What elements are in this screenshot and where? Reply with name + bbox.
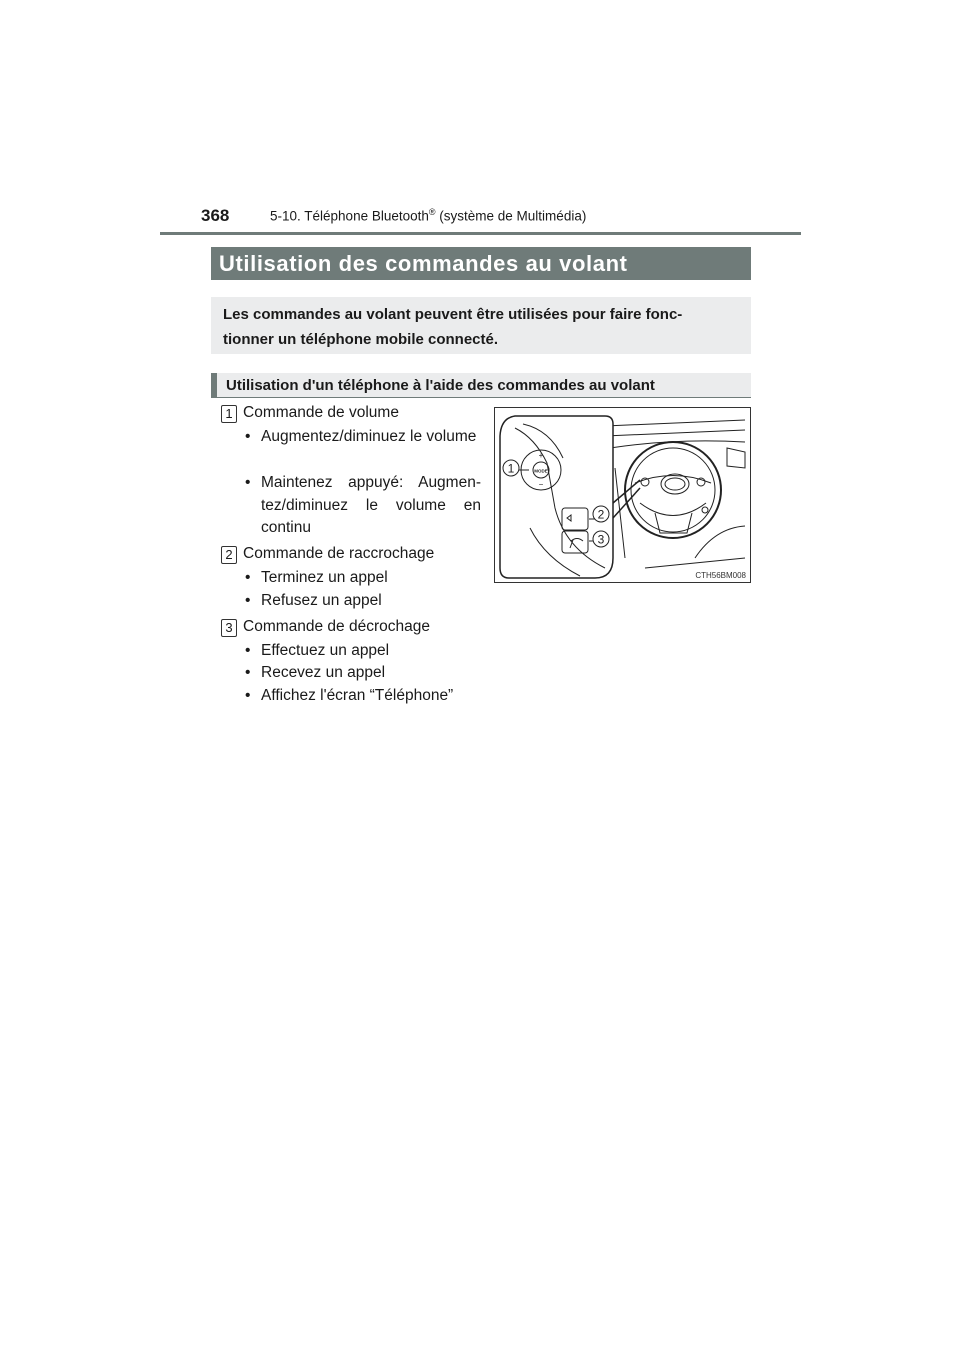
- intro-line-1: Les commandes au volant peuvent être utilisées pour faire fonc-: [223, 306, 683, 323]
- figure-code: CTH56BM008: [695, 571, 746, 580]
- bullet-text: Refusez un appel: [261, 592, 382, 609]
- section-title: Utilisation des commandes au volant: [211, 247, 751, 280]
- intro-box: [211, 297, 751, 354]
- step-label-2: Commande de raccrochage: [243, 545, 435, 562]
- bullet-item: [245, 662, 481, 685]
- step-number-3: 3: [221, 619, 237, 637]
- step-number-2: 2: [221, 546, 237, 564]
- bullet-text: Terminez un appel: [261, 569, 388, 586]
- subheading: Utilisation d'un téléphone à l'aide des commandes au volant: [211, 373, 751, 398]
- page-number: 368: [201, 206, 230, 225]
- bullet-item: [245, 685, 481, 708]
- running-head-suffix: (système de Multimédia): [435, 208, 587, 224]
- callout-3: 3: [597, 532, 605, 547]
- bullet-dot: •: [245, 428, 251, 445]
- bullet-dot: •: [245, 642, 251, 659]
- step-label-3: Commande de décrochage: [243, 618, 430, 635]
- step-label-1: Commande de volume: [243, 404, 399, 421]
- bullet-item: [245, 640, 481, 663]
- bullet-text: Recevez un appel: [261, 664, 386, 681]
- intro-line-2: tionner un téléphone mobile connecté.: [223, 331, 499, 348]
- volume-up-icon: +: [538, 451, 544, 460]
- bullet-dot: •: [245, 687, 251, 704]
- header-rule: [160, 232, 801, 235]
- bullet-text: Effectuez un appel: [261, 642, 390, 659]
- running-head-prefix: 5-10. Téléphone Bluetooth: [270, 208, 429, 224]
- volume-down-icon: −: [538, 480, 544, 489]
- running-head: [270, 207, 586, 224]
- registered-mark: ®: [428, 207, 436, 217]
- bullet-item: [245, 426, 481, 449]
- bullet-dot: •: [245, 474, 251, 491]
- bullet-text: Maintenez appuyé: Augmen-tez/diminuez le volume en continu: [261, 474, 481, 536]
- callout-1: 1: [507, 461, 515, 476]
- steering-wheel-illustration: [494, 407, 751, 583]
- bullet-dot: •: [245, 664, 251, 681]
- bullet-text: Augmentez/diminuez le volume: [261, 428, 477, 445]
- bullet-item: [245, 590, 481, 613]
- bullet-text: Affichez l'écran “Téléphone”: [261, 687, 454, 704]
- bullet-item: [245, 567, 481, 590]
- mode-button-label: MODE: [534, 468, 548, 474]
- bullet-dot: •: [245, 592, 251, 609]
- bullet-item: [245, 472, 481, 540]
- bullet-dot: •: [245, 569, 251, 586]
- steering-wheel-drawing: [495, 408, 751, 583]
- step-number-1: 1: [221, 405, 237, 423]
- callout-2: 2: [597, 507, 605, 522]
